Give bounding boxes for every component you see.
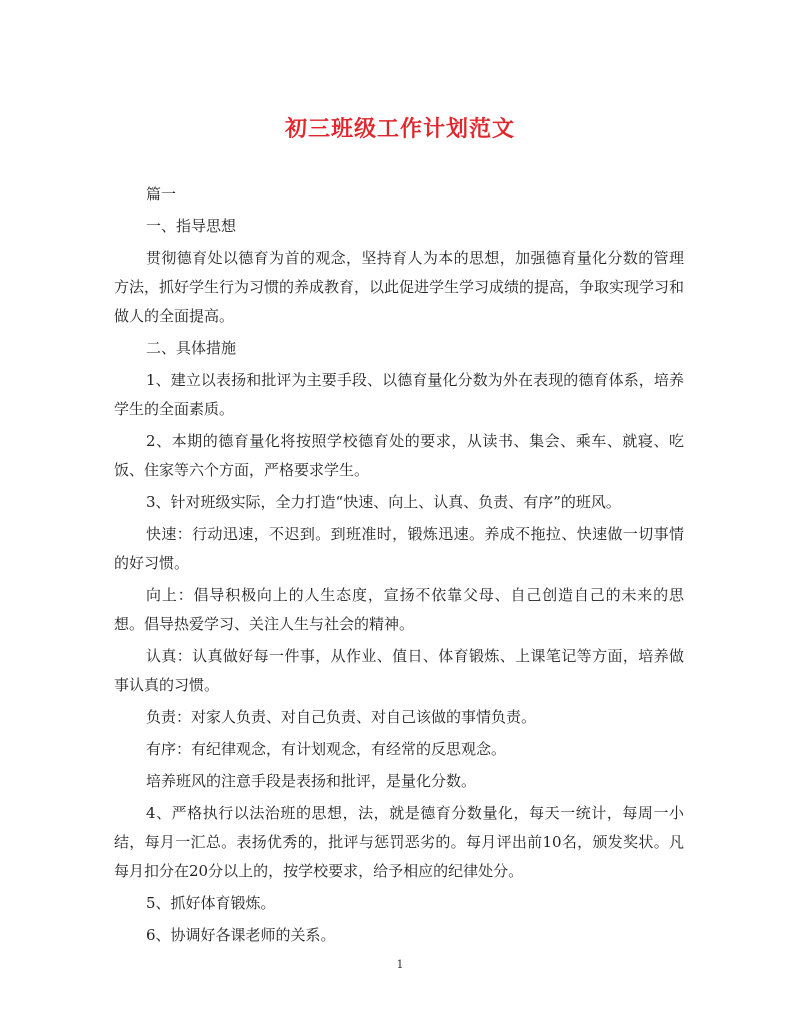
document-body: [114, 180, 684, 953]
paragraph: 培养班风的注意手段是表扬和批评，是量化分数。: [146, 772, 477, 790]
paragraph: 6、协调好各课老师的关系。: [146, 926, 336, 944]
document-title: 初三班级工作计划范文: [284, 116, 515, 142]
paragraph: 有序：有纪律观念，有计划观念，有经常的反思观念。: [146, 740, 507, 758]
section-label: 篇一: [146, 185, 177, 203]
paragraph: 4、严格执行以法治班的思想，法，就是德育分数量化，每天一统计，每周一小结，每月一汇总。表扬优秀的，批评与惩罚恶劣的。每月评出前10名，颁发奖状。凡每月扣分在20分以上的，按学校要求，给予相应的纪律处分。: [114, 804, 684, 880]
paragraph: 3、针对班级实际，全力打造“快速、向上、认真、负责、有序”的班风。: [146, 493, 621, 511]
paragraph: 1、建立以表扬和批评为主要手段、以德育量化分数为外在表现的德育体系，培养学生的全面素质。: [114, 371, 684, 418]
paragraph: 5、抓好体育锻炼。: [146, 894, 276, 912]
heading-specific-measures: 二、具体措施: [146, 339, 237, 357]
heading-guiding-thought: 一、指导思想: [146, 217, 237, 235]
paragraph: 快速：行动迅速，不迟到。到班准时，锻炼迅速。养成不拖拉、快速做一切事情的好习惯。: [114, 525, 684, 572]
paragraph: 向上：倡导积极向上的人生态度，宣扬不依靠父母、自己创造自己的未来的思想。倡导热爱学习、关注人生与社会的精神。: [114, 586, 684, 633]
paragraph: 2、本期的德育量化将按照学校德育处的要求，从读书、集会、乘车、就寝、吃饭、住家等六个方面，严格要求学生。: [114, 432, 684, 479]
paragraph: 负责：对家人负责、对自己负责、对自己该做的事情负责。: [146, 708, 537, 726]
page-number: 1: [396, 958, 404, 971]
paragraph: 认真：认真做好每一件事，从作业、值日、体育锻炼、上课笔记等方面，培养做事认真的习惯。: [114, 647, 684, 694]
paragraph: 贯彻德育处以德育为首的观念，坚持育人为本的思想，加强德育量化分数的管理方法，抓好学生行为习惯的养成教育，以此促进学生学习成绩的提高，争取实现学习和做人的全面提高。: [114, 249, 685, 325]
